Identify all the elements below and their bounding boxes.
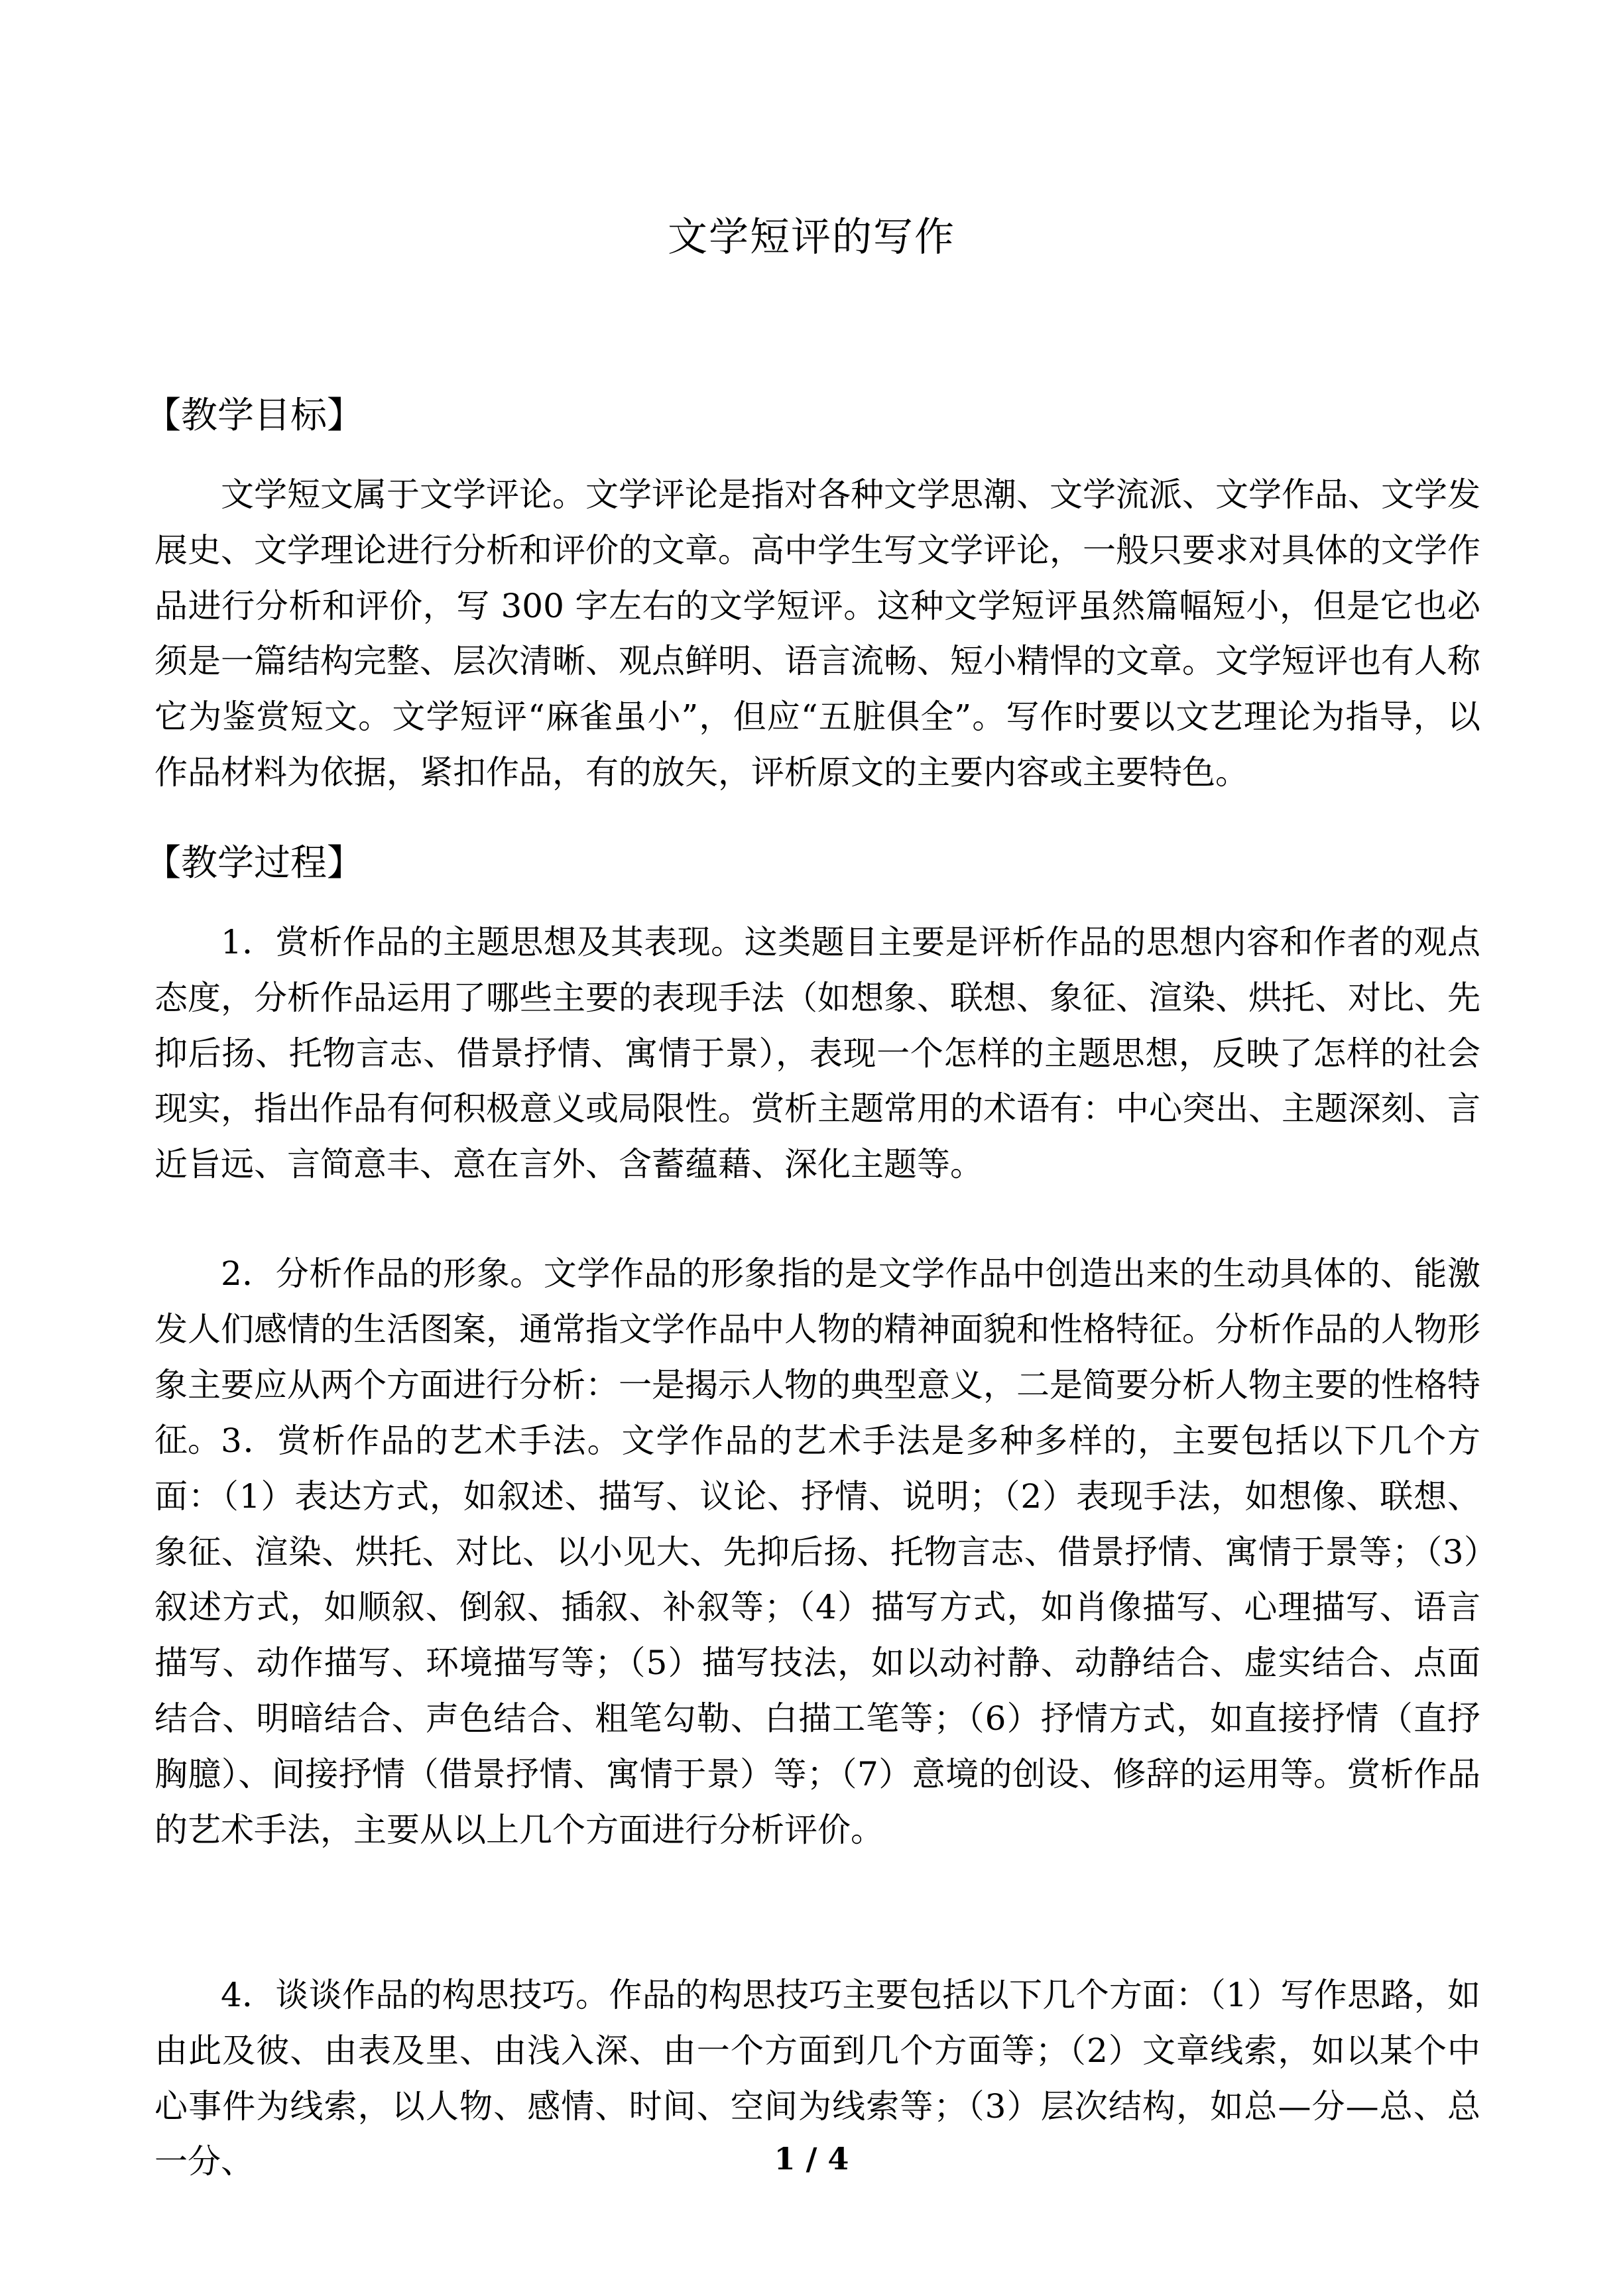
page-number: 1 / 4 <box>774 2141 849 2177</box>
section-heading-teaching-process: 【教学过程】 <box>145 841 364 884</box>
paragraph-conception-techniques: 4．谈谈作品的构思技巧。作品的构思技巧主要包括以下几个方面：（1）写作思路，如由此及彼、由表及里、由浅入深、由一个方面到几个方面等；（2）文章线索，如以某个中心事件为线索，以人物、感情、时间、空间为线索等；（3）层次结构，如总—分—总、总一分、 <box>154 1976 1480 2181</box>
paragraph-theme-analysis: 1．赏析作品的主题思想及其表现。这类题目主要是评析作品的思想内容和作者的观点态度，分析作品运用了哪些主要的表现手法（如想象、联想、象征、渲染、烘托、对比、先抑后扬、托物言志、借景抒情、寓情于景），表现一个怎样的主题思想，反映了怎样的社会现实，指出作品有何积极意义或局限性。赏析主题常用的术语有：中心突出、主题深刻、言近旨远、言简意丰、意在言外、含蓄蕴藉、深化主题等。 <box>154 923 1480 1184</box>
document-title: 文学短评的写作 <box>668 214 955 261</box>
paragraph-image-analysis: 2．分析作品的形象。文学作品的形象指的是文学作品中创造出来的生动具体的、能激发人们感情的生活图案，通常指文学作品中人物的精神面貌和性格特征。分析作品的人物形象主要应从两个方面进行分析：一是揭示人物的典型意义，二是简要分析人物主要的性格特征。 <box>154 1254 1480 1460</box>
paragraph-artistic-techniques: 3．赏析作品的艺术手法。文学作品的艺术手法是多种多样的，主要包括以下几个方面：（1）表达方式，如叙述、描写、议论、抒情、说明；（2）表现手法，如想像、联想、象征、渲染、烘托、对比、以小见大、先抑后扬、托物言志、借景抒情、寓情于景等；（3）叙述方式，如顺叙、倒叙、插叙、补叙等；（4）描写方式，如肖像描写、心理描写、语言描写、动作描写、环境描写等；（5）描写技法，如以动衬静、动静结合、虚实结合、点面结合、明暗结合、声色结合、粗笔勾勒、白描工笔等；（6）抒情方式，如直接抒情（直抒胸臆）、间接抒情（借景抒情、寓情于景）等；（7）意境的创设、修辞的运用等。赏析作品的艺术手法，主要从以上几个方面进行分析评价。 <box>154 1421 1480 1849</box>
section-heading-teaching-goals: 【教学目标】 <box>145 394 364 436</box>
paragraph-teaching-goals: 文学短文属于文学评论。文学评论是指对各种文学思潮、文学流派、文学作品、文学发展史、文学理论进行分析和评价的文章。高中学生写文学评论，一般只要求对具体的文学作品进行分析和评价，写 300 字左右的文学短评。这种文学短评虽然篇幅短小，但是它也必须是一篇结构完整、层次清晰、观点鲜明、语言流畅、短小精悍的文章。文学短评也有人称它为鉴赏短文。文学短评“麻雀虽小”，但应“五脏俱全”。写作时要以文艺理论为指导，以作品材料为依据，紧扣作品，有的放矢，评析原文的主要内容或主要特色。 <box>154 475 1480 792</box>
